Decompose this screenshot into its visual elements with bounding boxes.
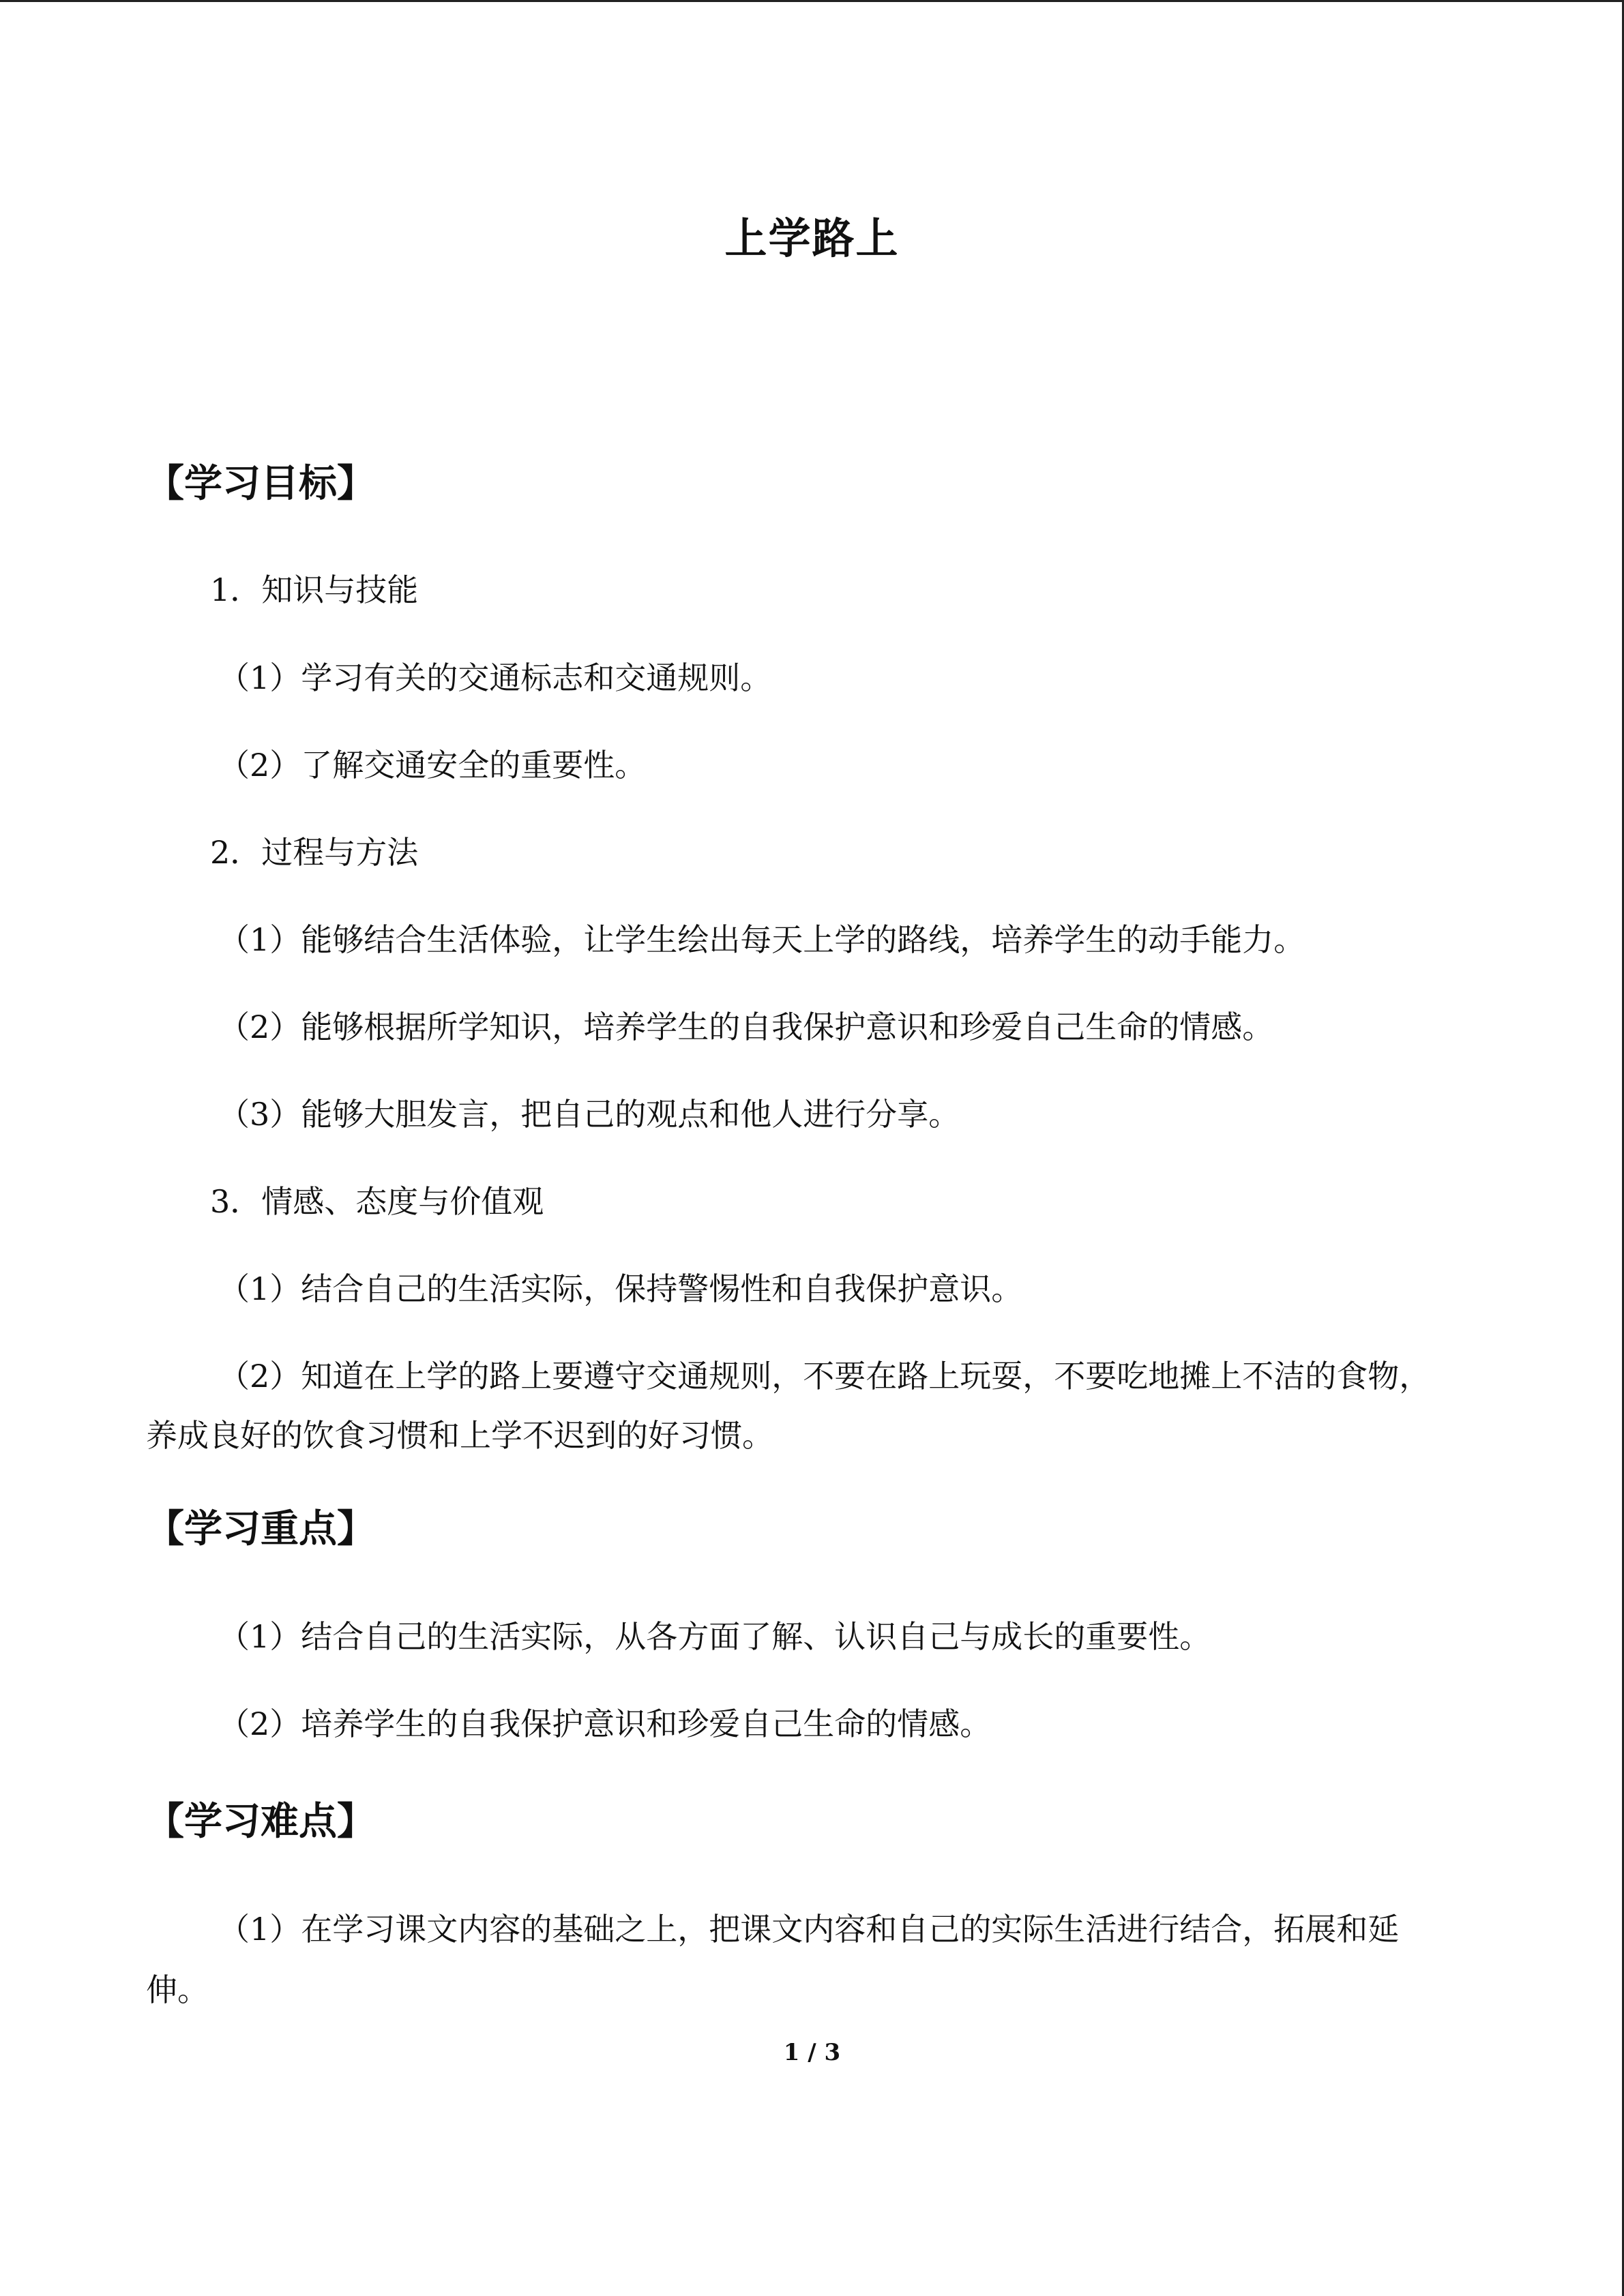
section-heading-difficulties: 【学习难点】 [146,1799,375,1844]
difficulty-item-continuation: 伸。 [146,1971,209,2008]
sub-heading-process-method: 2．过程与方法 [210,834,419,871]
key-point-item: （2）培养学生的自我保护意识和珍爱自己生命的情感。 [218,1705,992,1742]
objective-item: （2）能够根据所学知识，培养学生的自我保护意识和珍爱自己生命的情感。 [218,1009,1274,1045]
objective-item: （2）知道在上学的路上要遵守交通规则，不要在路上玩耍，不要吃地摊上不洁的食物， [218,1358,1431,1395]
key-point-item: （1）结合自己的生活实际，从各方面了解、认识自己与成长的重要性。 [218,1618,1211,1655]
difficulty-item: （1）在学习课文内容的基础之上，把课文内容和自己的实际生活进行结合，拓展和延 [218,1911,1400,1948]
objective-item: （1）结合自己的生活实际，保持警惕性和自我保护意识。 [218,1270,1023,1307]
page-indicator: 1 / 3 [783,2039,841,2066]
page-title: 上学路上 [724,213,900,263]
objective-item-continuation: 养成良好的饮食习惯和上学不迟到的好习惯。 [146,1417,773,1454]
page-border-top [0,0,1624,2]
objective-item: （2）了解交通安全的重要性。 [218,747,647,784]
section-heading-key-points: 【学习重点】 [146,1506,375,1551]
sub-heading-knowledge-skills: 1．知识与技能 [210,571,419,608]
section-heading-objectives: 【学习目标】 [146,461,375,506]
sub-heading-emotion-values: 3．情感、态度与价值观 [210,1183,544,1220]
objective-item: （3）能够大胆发言，把自己的观点和他人进行分享。 [218,1096,960,1133]
objective-item: （1）能够结合生活体验，让学生绘出每天上学的路线，培养学生的动手能力。 [218,921,1305,958]
objective-item: （1）学习有关的交通标志和交通规则。 [218,659,772,696]
